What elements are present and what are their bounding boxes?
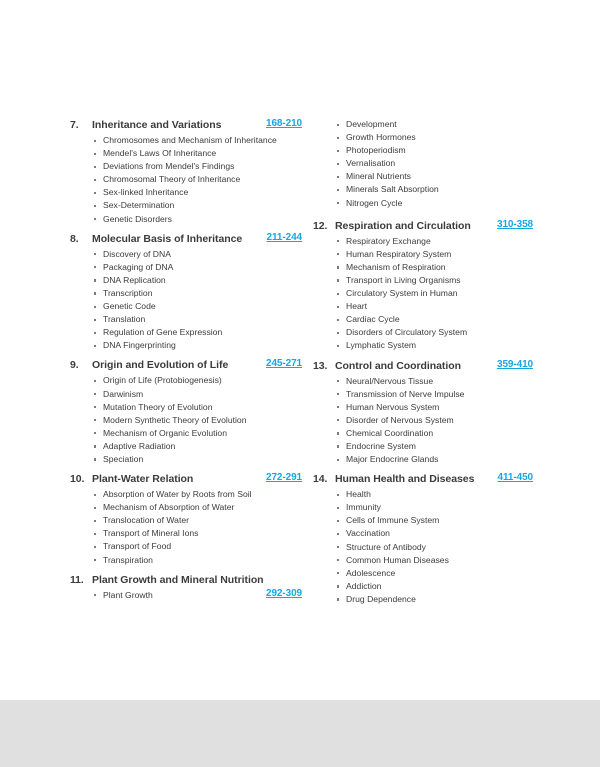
topic-label: Cardiac Cycle — [346, 314, 400, 325]
toc-chapter-entry — [70, 118, 302, 226]
topic-item[interactable] — [92, 186, 302, 199]
topic-label: Photoperiodism — [346, 145, 406, 156]
chapter-title[interactable]: Inheritance and Variations — [92, 119, 222, 131]
topic-item[interactable] — [335, 197, 533, 210]
chapter-number: 11. — [70, 573, 84, 586]
topic-label: Modern Synthetic Theory of Evolution — [103, 414, 247, 425]
bullet-icon — [94, 380, 96, 382]
bullet-icon — [94, 458, 96, 460]
topic-label: Absorption of Water by Roots from Soil — [103, 489, 252, 500]
bullet-icon — [94, 406, 96, 408]
topic-item[interactable] — [92, 213, 302, 226]
bullet-icon — [337, 150, 339, 152]
chapter-page-range-link[interactable]: 359-410 — [497, 358, 533, 370]
chapter-header[interactable] — [313, 359, 533, 374]
topic-label: Human Nervous System — [346, 401, 440, 412]
bullet-icon — [337, 419, 339, 421]
bullet-icon — [337, 124, 339, 126]
chapter-title[interactable]: Plant-Water Relation — [92, 473, 194, 486]
chapter-header[interactable] — [70, 573, 302, 599]
topic-label: Chromosomes and Mechanism of Inheritance — [103, 135, 277, 145]
bullet-icon — [94, 520, 96, 522]
chapter-page-range-link[interactable]: 292-309 — [266, 587, 302, 599]
topic-item[interactable] — [335, 375, 533, 388]
chapter-header[interactable] — [313, 219, 533, 234]
topic-item[interactable] — [335, 300, 533, 313]
chapter-number: 12. — [313, 219, 328, 232]
bullet-icon — [337, 293, 339, 295]
bullet-icon — [94, 533, 96, 535]
topic-item[interactable] — [92, 199, 302, 212]
topic-item[interactable] — [92, 134, 302, 147]
topic-item[interactable] — [335, 453, 533, 466]
chapter-title[interactable]: Control and Coordination — [335, 359, 461, 372]
continued-topic-list — [313, 118, 533, 210]
topic-item[interactable] — [92, 287, 302, 300]
topic-item[interactable] — [335, 593, 533, 606]
topic-item[interactable] — [92, 488, 302, 501]
bullet-icon — [94, 153, 96, 155]
topic-item[interactable] — [92, 401, 302, 414]
topic-item[interactable] — [92, 514, 302, 527]
topic-item[interactable] — [335, 388, 533, 401]
topic-label: Genetic Code — [103, 301, 156, 312]
chapter-topic-list — [313, 235, 533, 353]
topic-label: Neural/Nervous Tissue — [346, 375, 434, 386]
topic-label: Sex-Determination — [103, 200, 175, 211]
topic-label: Heart — [346, 301, 368, 312]
topic-item[interactable] — [335, 414, 533, 427]
topic-label: Speciation — [103, 453, 144, 464]
chapter-page-range-link[interactable]: 168-210 — [266, 118, 302, 129]
topic-label: Transmission of Nerve Impulse — [346, 388, 465, 399]
topic-item[interactable] — [92, 261, 302, 274]
bullet-icon — [94, 179, 96, 181]
topic-item[interactable] — [335, 440, 533, 453]
topic-label: Adaptive Radiation — [103, 440, 176, 451]
topic-label: Circulatory System in Human — [346, 288, 458, 299]
topic-label: Human Respiratory System — [346, 248, 452, 259]
topic-item[interactable] — [92, 339, 302, 352]
topic-label: Packaging of DNA — [103, 261, 174, 272]
topic-item[interactable] — [335, 401, 533, 414]
topic-item[interactable] — [335, 170, 533, 183]
toc-column-right — [313, 118, 533, 612]
topic-item[interactable] — [335, 527, 533, 540]
bullet-icon — [94, 494, 96, 496]
toc-chapter-entry — [70, 573, 302, 602]
topic-label: Mineral Nutrients — [346, 171, 411, 182]
bullet-icon — [337, 393, 339, 395]
topic-label: Disorders of Circulatory System — [346, 327, 468, 338]
chapter-page-range-link[interactable]: 411-450 — [497, 472, 533, 484]
topic-item[interactable] — [335, 427, 533, 440]
bullet-icon — [94, 445, 96, 447]
chapter-number: 13. — [313, 359, 328, 372]
toc-chapter-entry — [70, 472, 302, 567]
bullet-icon — [337, 253, 339, 255]
topic-item[interactable] — [92, 440, 302, 453]
topic-item[interactable] — [92, 527, 302, 540]
bullet-icon — [337, 432, 339, 434]
bullet-icon — [337, 163, 339, 165]
chapter-title[interactable]: Molecular Basis of Inheritance — [92, 232, 243, 245]
chapter-topic-list — [70, 488, 302, 567]
chapter-topic-list — [70, 589, 302, 602]
topic-label: Deviations from Mendel's Findings — [103, 161, 235, 172]
topic-item[interactable] — [335, 131, 533, 144]
chapter-header[interactable] — [70, 232, 302, 247]
topic-label: DNA Replication — [103, 274, 166, 285]
bullet-icon — [94, 218, 96, 220]
topic-item[interactable] — [335, 183, 533, 196]
topic-item[interactable] — [335, 501, 533, 514]
topic-label: Development — [346, 119, 397, 129]
bullet-icon — [337, 559, 339, 561]
bullet-icon — [337, 345, 339, 347]
topic-label: Genetic Disorders — [103, 213, 172, 224]
topic-item[interactable] — [92, 414, 302, 427]
topic-item[interactable] — [92, 147, 302, 160]
topic-label: Darwinism — [103, 388, 144, 399]
topic-label: Lymphatic System — [346, 340, 417, 351]
bullet-icon — [337, 572, 339, 574]
chapter-page-range-link[interactable]: 272-291 — [266, 472, 302, 484]
topic-label: Mechanism of Respiration — [346, 261, 446, 272]
topic-label: Sex-linked Inheritance — [103, 187, 189, 198]
toc-chapter-entry — [313, 472, 533, 606]
topic-item[interactable] — [335, 326, 533, 339]
bullet-icon — [94, 253, 96, 255]
bullet-icon — [337, 598, 339, 600]
topic-label: Regulation of Gene Expression — [103, 327, 223, 338]
toc-chapter-entry — [313, 359, 533, 467]
chapter-topic-list — [313, 375, 533, 467]
topic-label: Adolescence — [346, 567, 396, 578]
topic-label: Mechanism of Absorption of Water — [103, 502, 235, 513]
toc-chapter-entry — [313, 219, 533, 353]
topic-label: Cells of Immune System — [346, 515, 440, 526]
bullet-icon — [337, 380, 339, 382]
chapter-title[interactable]: Human Health and Diseases — [335, 473, 475, 486]
bullet-icon — [337, 494, 339, 496]
chapter-page-range-link[interactable]: 211-244 — [266, 231, 302, 243]
chapter-number: 8. — [70, 232, 79, 245]
bullet-icon — [337, 546, 339, 548]
topic-label: Chemical Coordination — [346, 427, 434, 438]
bullet-icon — [94, 393, 96, 395]
topic-label: Chromosomal Theory of Inheritance — [103, 174, 241, 185]
bullet-icon — [94, 332, 96, 334]
topic-item[interactable] — [92, 326, 302, 339]
topic-item[interactable] — [335, 514, 533, 527]
bullet-icon — [337, 137, 339, 139]
topic-label: Transport of Food — [103, 541, 172, 552]
chapter-title[interactable]: Plant Growth and Mineral Nutrition — [92, 573, 264, 586]
chapter-topic-list — [313, 488, 533, 606]
bullet-icon — [94, 319, 96, 321]
topic-item[interactable] — [92, 501, 302, 514]
column-spacer — [313, 210, 533, 219]
topic-item[interactable] — [335, 339, 533, 352]
chapter-header[interactable] — [70, 472, 302, 487]
topic-item[interactable] — [92, 540, 302, 553]
topic-item[interactable] — [92, 313, 302, 326]
topic-item[interactable] — [92, 173, 302, 186]
topic-item[interactable] — [335, 567, 533, 580]
topic-item[interactable] — [92, 160, 302, 173]
topic-label: Transport in Living Organisms — [346, 274, 461, 285]
bullet-icon — [337, 507, 339, 509]
bullet-icon — [337, 306, 339, 308]
topic-item[interactable] — [335, 235, 533, 248]
page-bottom-band — [0, 700, 600, 767]
topic-label: Discovery of DNA — [103, 248, 171, 259]
chapter-number: 14. — [313, 473, 328, 486]
topic-item[interactable] — [92, 248, 302, 261]
bullet-icon — [337, 459, 339, 461]
bullet-icon — [94, 205, 96, 207]
topic-label: Mendel's Laws Of Inheritance — [103, 148, 217, 159]
bullet-icon — [94, 546, 96, 548]
bullet-icon — [94, 594, 96, 596]
toc-chapter-entry — [70, 232, 302, 353]
topic-item[interactable] — [92, 453, 302, 466]
topic-item[interactable] — [335, 248, 533, 261]
topic-label: Translocation of Water — [103, 515, 190, 526]
chapter-number: 10. — [70, 473, 85, 486]
bullet-icon — [337, 533, 339, 535]
topic-label: Addiction — [346, 580, 382, 591]
chapter-topic-list — [70, 134, 302, 226]
bullet-icon — [337, 176, 339, 178]
bullet-icon — [94, 140, 96, 142]
topic-item[interactable] — [92, 589, 302, 602]
topic-label: Major Endocrine Glands — [346, 454, 439, 465]
chapter-page-range-link[interactable]: 245-271 — [266, 358, 302, 370]
topic-item[interactable] — [335, 580, 533, 593]
topic-item[interactable] — [335, 488, 533, 501]
topic-item[interactable] — [92, 300, 302, 313]
chapter-header[interactable] — [313, 472, 533, 487]
bullet-icon — [94, 292, 96, 294]
topic-label: Vaccination — [346, 528, 390, 539]
chapter-page-range-link[interactable]: 310-358 — [497, 218, 533, 230]
topic-label: Disorder of Nervous System — [346, 414, 454, 425]
chapter-header[interactable] — [70, 358, 302, 373]
topic-item[interactable] — [335, 261, 533, 274]
topic-label: Plant Growth — [103, 589, 153, 600]
bullet-icon — [94, 345, 96, 347]
topic-label: Minerals Salt Absorption — [346, 184, 439, 195]
topic-item[interactable] — [92, 554, 302, 567]
topic-item[interactable] — [335, 287, 533, 300]
bullet-icon — [337, 319, 339, 321]
bullet-icon — [94, 559, 96, 561]
topic-item[interactable] — [335, 541, 533, 554]
chapter-topic-list — [70, 374, 302, 466]
toc-column-left — [70, 118, 302, 608]
chapter-header[interactable] — [70, 118, 302, 133]
topic-item[interactable] — [335, 144, 533, 157]
topic-item[interactable] — [92, 374, 302, 387]
topic-label: Translation — [103, 314, 146, 325]
bullet-icon — [94, 306, 96, 308]
topic-label: Vernalisation — [346, 158, 396, 169]
bullet-icon — [337, 332, 339, 334]
topic-label: Health — [346, 489, 371, 500]
bullet-icon — [337, 406, 339, 408]
bullet-icon — [337, 266, 339, 268]
topic-label: Structure of Antibody — [346, 541, 426, 552]
topic-label: Respiratory Exchange — [346, 235, 431, 246]
topic-item[interactable] — [335, 157, 533, 170]
bullet-icon — [94, 432, 96, 434]
bullet-icon — [337, 202, 339, 204]
topic-item[interactable] — [92, 427, 302, 440]
bullet-icon — [337, 520, 339, 522]
bullet-icon — [94, 419, 96, 421]
topic-label: Growth Hormones — [346, 132, 416, 143]
topic-item[interactable] — [335, 118, 533, 131]
bullet-icon — [94, 192, 96, 194]
topic-label: Transport of Mineral Ions — [103, 528, 199, 539]
bullet-icon — [94, 279, 96, 281]
topic-label: Mutation Theory of Evolution — [103, 401, 213, 412]
chapter-title[interactable]: Respiration and Circulation — [335, 219, 471, 232]
chapter-number: 7. — [70, 119, 79, 131]
toc-chapter-entry — [70, 358, 302, 466]
topic-item[interactable] — [335, 274, 533, 287]
topic-label: Nitrogen Cycle — [346, 197, 403, 208]
topic-item[interactable] — [92, 388, 302, 401]
bullet-icon — [337, 189, 339, 191]
bullet-icon — [94, 266, 96, 268]
topic-label: Endocrine System — [346, 440, 416, 451]
bullet-icon — [94, 507, 96, 509]
bullet-icon — [337, 279, 339, 281]
bullet-icon — [337, 240, 339, 242]
topic-item[interactable] — [335, 554, 533, 567]
bullet-icon — [94, 166, 96, 168]
topic-label: Transcription — [103, 287, 153, 298]
topic-label: Transpiration — [103, 554, 153, 565]
topic-label: DNA Fingerprinting — [103, 340, 176, 351]
topic-item[interactable] — [335, 313, 533, 326]
topic-label: Drug Dependence — [346, 593, 416, 604]
chapter-number: 9. — [70, 359, 79, 372]
bullet-icon — [337, 445, 339, 447]
topic-label: Mechanism of Organic Evolution — [103, 427, 228, 438]
topic-label: Common Human Diseases — [346, 554, 449, 565]
topic-label: Immunity — [346, 502, 381, 513]
topic-item[interactable] — [92, 274, 302, 287]
bullet-icon — [337, 585, 339, 587]
topic-label: Origin of Life (Protobiogenesis) — [103, 375, 222, 386]
chapter-title[interactable]: Origin and Evolution of Life — [92, 359, 229, 372]
chapter-topic-list — [70, 248, 302, 353]
